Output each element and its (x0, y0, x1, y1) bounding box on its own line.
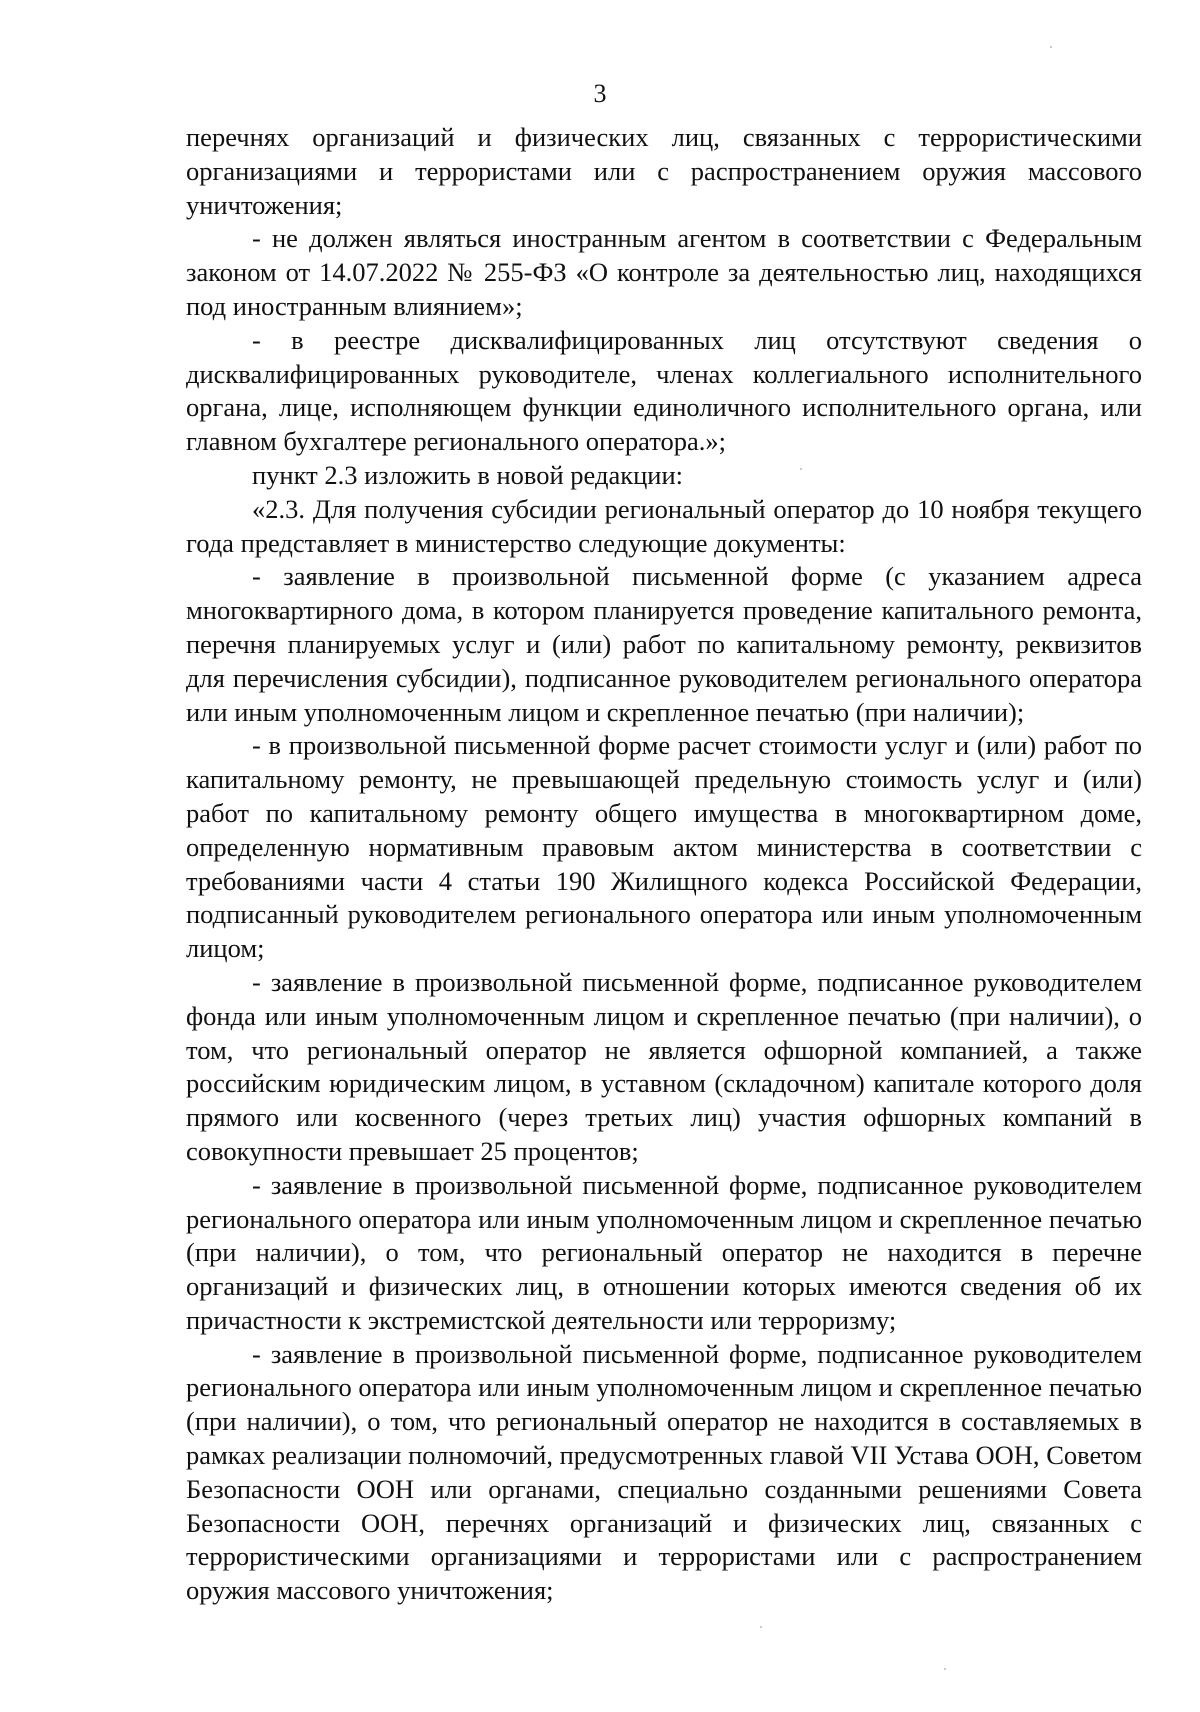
paragraph-offshore-statement: - заявление в произвольной письменной форме, подписанное руководителем фонда или иным уполномоченным лицом и скрепленное печатью (при наличии), о том, что региональный оператор не является офшорной компанией, а также российским юридическим лицом, в уставном (складочном) капитале которого доля прямого или косвенного (через третьих лиц) участия офшорных компаний в совокупности превышает 25 процентов; (186, 966, 1142, 1166)
scan-speck (800, 468, 802, 470)
paragraph-continuation: перечнях организаций и физических лиц, связанных с террористическими организациями и террористами или с распространением оружия массового уничтожения; (186, 122, 1142, 220)
paragraph-extremism-statement: - заявление в произвольной письменной форме, подписанное руководителем регионального оператора или иным уполномоченным лицом и скрепленное печатью (при наличии), о том, что региональный оператор не находится в перечне организаций и физических лиц, в отношении которых имеются сведения об их причастности к экстремистской деятельности или терроризму; (186, 1169, 1142, 1335)
scan-speck (1050, 46, 1052, 48)
paragraph-disqualified-registry: - в реестре дисквалифицированных лиц отсутствуют сведения о дисквалифицированных руководителе, членах коллегиального исполнительного органа, лице, исполняющем функции единоличного исполнительного органа, или главном бухгалтере регионального оператора.»; (186, 324, 1142, 457)
paragraph-clause-2-3: «2.3. Для получения субсидии региональный оператор до 10 ноября текущего года представляет в министерство следующие документы: (186, 493, 1142, 558)
document-body (186, 121, 1142, 1608)
paragraph-un-lists-statement: - заявление в произвольной письменной форме, подписанное руководителем регионального оператора или иным уполномоченным лицом и скрепленное печатью (при наличии), о том, что региональный оператор не находится в составляемых в рамках реализации полномочий, предусмотренных главой VII Устава ООН, Советом Безопасности ООН или органами, специально созданными решениями Совета Безопасности ООН, перечнях организаций и физических лиц, связанных с террористическими организациями и террористами или с распространением оружия массового уничтожения; (186, 1338, 1142, 1606)
paragraph-foreign-agent: - не должен являться иностранным агентом в соответствии с Федеральным законом от 14.07.2022 № 255-ФЗ «О контроле за деятельностью лиц, находящихся под иностранным влиянием»; (186, 223, 1142, 321)
scan-speck (944, 1668, 946, 1670)
scan-speck (760, 1626, 762, 1628)
paragraph-cost-calculation: - в произвольной письменной форме расчет стоимости услуг и (или) работ по капитальному ремонту, не превышающей предельную стоимость услуг и (или) работ по капитальному ремонту общего имущества в многоквартирном доме, определенную нормативным правовым актом министерства в соответствии с требованиями части 4 статьи 190 Жилищного кодекса Российской Федерации, подписанный руководителем регионального оператора или иным уполномоченным лицом; (186, 730, 1142, 964)
page-number: 3 (593, 79, 607, 108)
paragraph-clause-2-3-intro: пункт 2.3 изложить в новой редакции: (252, 459, 683, 490)
paragraph-application-address: - заявление в произвольной письменной форме (с указанием адреса многоквартирного дома, в котором планируется проведение капитального ремонта, перечня планируемых услуг и (или) работ по капитальному ремонту, реквизитов для перечисления субсидии), подписанное руководителем регионального оператора или иным уполномоченным лицом и скрепленное печатью (при наличии); (186, 561, 1142, 727)
